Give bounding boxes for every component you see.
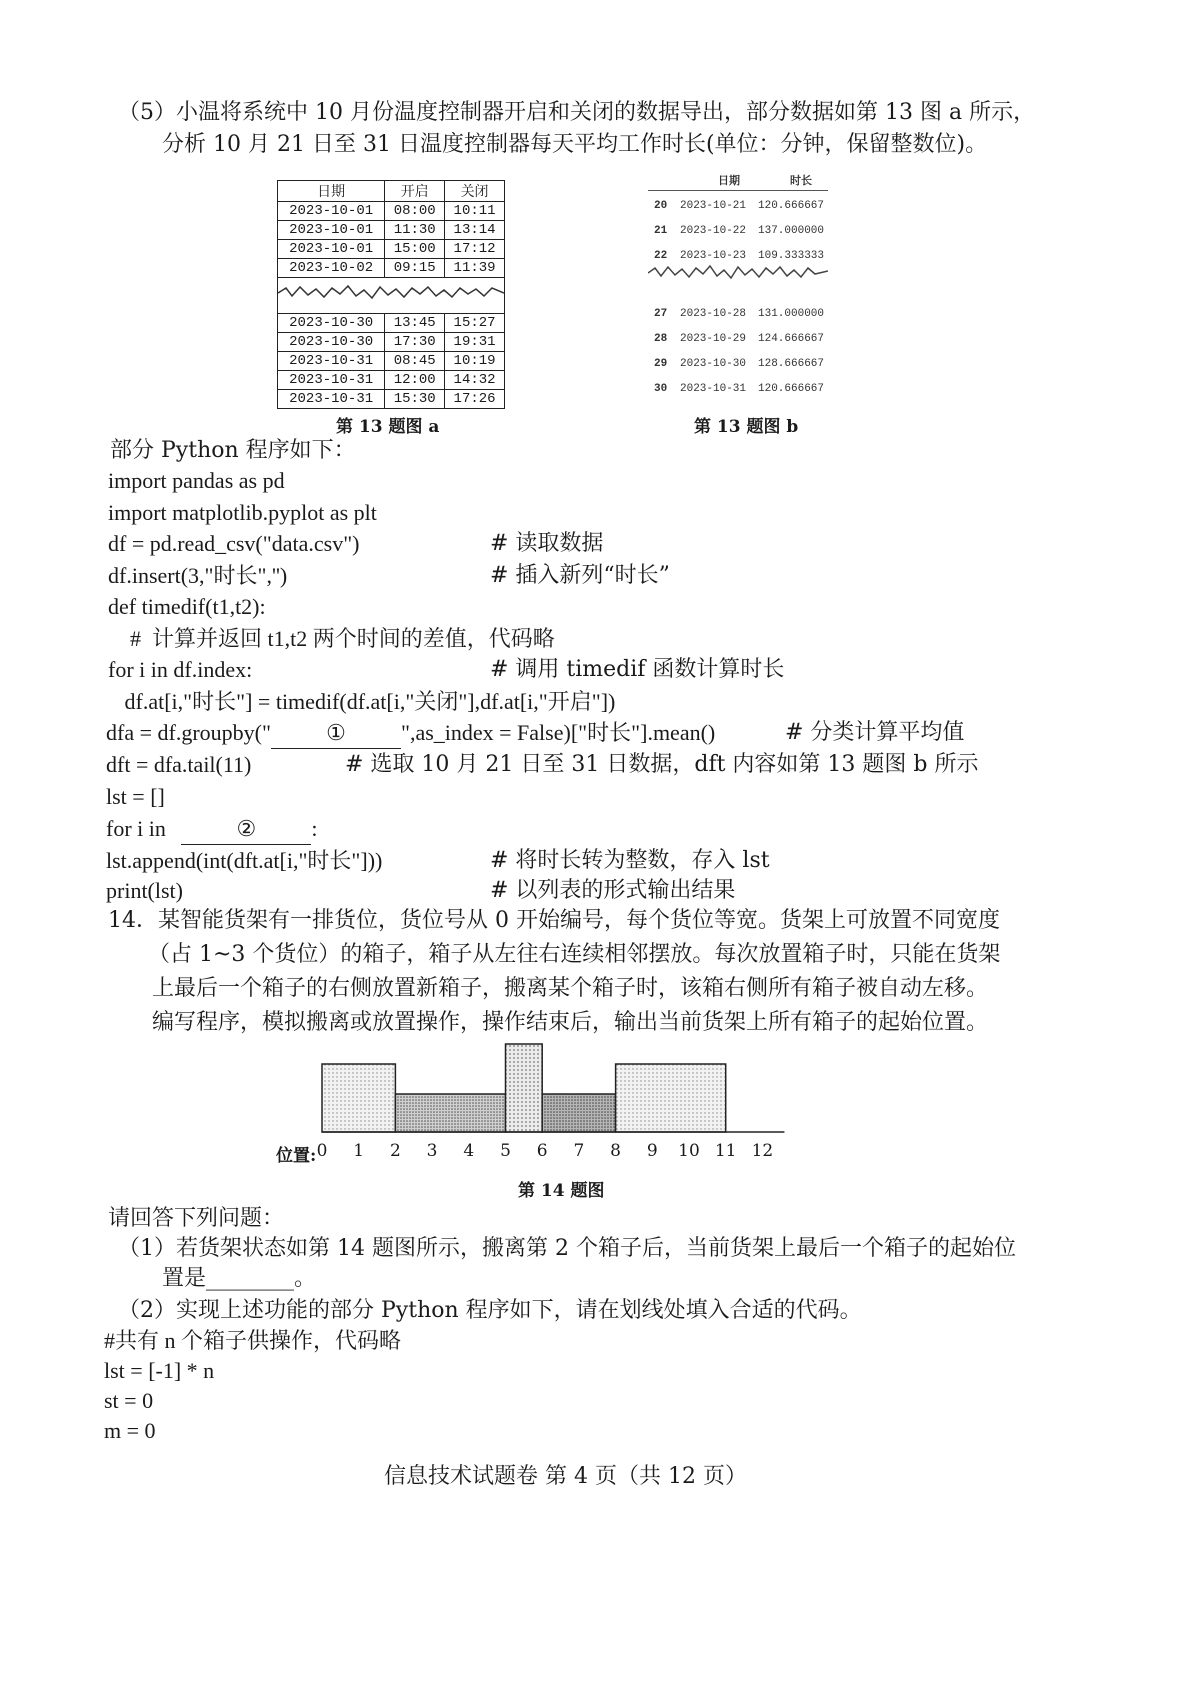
header-date: 日期 [278,181,385,202]
shelf-tick-label: 6 [536,1141,548,1161]
figure-13b-caption: 第 13 题图 b [694,417,799,437]
shelf-tick-label: 7 [573,1141,585,1161]
code-line-tail: dft = dfa.tail(11) [106,752,252,777]
code-line: df = pd.read_csv("data.csv") [108,531,360,556]
q14-code-line: st = 0 [104,1388,154,1413]
df-row-duration: 137.000000 [758,225,825,237]
df-row-duration: 131.000000 [758,308,825,320]
shelf-tick-label: 2 [389,1141,401,1161]
code-line-groupby: dfa = df.groupby(" ① ",as_index = False)["时长"].mean() [106,718,715,749]
shelf-tick-label: 3 [426,1141,438,1161]
df-row-index: 27 [654,308,668,320]
code-comment-print: # 以列表的形式输出结果 [490,878,736,903]
q14-stem-line4: 编写程序，模拟搬离或放置操作，操作结束后，输出当前货架上所有箱子的起始位置。 [152,1010,989,1035]
header-open: 开启 [385,181,445,202]
code-line: # 计算并返回 t1,t2 两个时间的差值，代码略 [108,625,555,651]
q14-ask: 请回答下列问题： [108,1206,285,1231]
code-line-for: for i in ② : [106,814,318,845]
shelf-box-5 [616,1064,726,1132]
df-row-date: 2023-10-30 [680,358,747,370]
wavy-break-icon [278,278,504,308]
blank-2[interactable]: ② [181,814,311,845]
shelf-tick-label: 4 [463,1141,475,1161]
q14-part1-line1: （1）若货架状态如第 14 题图所示，搬离第 2 个箱子后，当前货架上最后一个箱子的起始位 [118,1236,1016,1261]
blank-1[interactable]: ① [271,718,401,749]
table-row: 2023-10-30 13:45 15:27 [278,314,505,333]
figure-14-shelf [280,1036,800,1136]
figure-13a-caption: 第 13 题图 a [336,417,440,437]
shelf-tick-label: 9 [646,1141,658,1161]
shelf-box-1 [322,1064,395,1132]
code-comment-groupby: # 分类计算平均值 [785,720,965,745]
code-comment: # 读取数据 [490,531,604,556]
page-footer: 信息技术试题卷 第 4 页（共 12 页） [384,1464,747,1489]
table-row: 2023-10-31 08:45 10:19 [278,352,505,371]
shelf-box-4 [542,1094,615,1132]
shelf-tick-label: 11 [714,1141,737,1161]
shelf-box-2 [395,1094,505,1132]
shelf-tick-label: 8 [610,1141,622,1161]
figure-14-axis-label: 位置: [276,1146,317,1166]
code-comment-append: # 将时长转为整数，存入 lst [490,848,770,873]
program-intro: 部分 Python 程序如下： [110,438,356,463]
q14-part2: （2）实现上述功能的部分 Python 程序如下，请在划线处填入合适的代码。 [118,1298,862,1323]
table-row: 2023-10-31 12:00 14:32 [278,371,505,390]
shelf-box-3 [506,1044,543,1132]
table-row: 2023-10-31 15:30 17:26 [278,390,505,409]
df-row-index: 28 [654,333,668,345]
df-row-date: 2023-10-31 [680,383,747,395]
q14-stem-line2: （占 1~3 个货位）的箱子，箱子从左往右连续相邻摆放。每次放置箱子时，只能在货架 [148,942,1001,967]
shelf-tick-label: 12 [751,1141,774,1161]
code-comment: # 调用 timedif 函数计算时长 [490,657,785,682]
df-row-date: 2023-10-21 [680,200,747,212]
df-row-index: 30 [654,383,668,395]
table-break [278,278,505,314]
df-row-duration: 128.666667 [758,358,825,370]
q13-sub5-line2: 分析 10 月 21 日至 31 日温度控制器每天平均工作时长(单位：分钟，保留整数位)。 [162,132,988,157]
df-row-duration: 124.666667 [758,333,825,345]
header-duration: 时长 [790,176,812,188]
figure-13a-table [277,180,505,409]
q14-code-line: #共有 n 个箱子供操作，代码略 [104,1328,402,1353]
df-row-index: 22 [654,250,668,262]
shelf-tick-label: 5 [500,1141,511,1161]
code-line: for i in df.index: [108,657,253,682]
code-line: def timedif(t1,t2): [108,594,266,619]
q14-code-line: lst = [-1] * n [104,1358,215,1383]
code-line-print: print(lst) [106,878,183,903]
figure-14-caption: 第 14 题图 [518,1181,605,1201]
figure-13b-dataframe [648,168,828,396]
df-row-duration: 120.666667 [758,383,825,395]
df-row-duration: 109.333333 [758,250,825,262]
table-row: 2023-10-30 17:30 19:31 [278,333,505,352]
code-comment: # 插入新列“时长” [490,562,670,588]
header-date: 日期 [718,176,740,188]
code-line-append: lst.append(int(dft.at[i,"时长"])) [106,848,383,873]
code-line: import matplotlib.pyplot as plt [108,499,377,525]
df-row-date: 2023-10-23 [680,250,747,262]
code-comment-tail: # 选取 10 月 21 日至 31 日数据，dft 内容如第 13 题图 b 所示 [345,752,979,777]
table-row: 2023-10-01 08:00 10:11 [278,202,505,221]
q14-part1-line2: 置是________。 [162,1266,317,1291]
header-divider [648,190,828,191]
table-row: 2023-10-01 15:00 17:12 [278,240,505,259]
df-row-date: 2023-10-29 [680,333,747,345]
shelf-tick-label: 1 [353,1141,365,1161]
code-line: df.at[i,"时长"] = timedif(df.at[i,"关闭"],df.at[i,"开启"]) [108,688,616,714]
q14-code-line: m = 0 [104,1418,156,1443]
code-line: import pandas as pd [108,468,285,493]
code-line-lst: lst = [] [106,784,165,809]
df-row-date: 2023-10-28 [680,308,747,320]
code-line: df.insert(3,"时长",'') [108,562,288,588]
table-row: 2023-10-02 09:15 11:39 [278,259,505,278]
header-close: 关闭 [445,181,505,202]
table-row: 2023-10-01 11:30 13:14 [278,221,505,240]
shelf-tick-label: 0 [316,1141,328,1161]
q14-stem-line1: 14．某智能货架有一排货位，货位号从 0 开始编号，每个货位等宽。货架上可放置不同宽度 [108,908,1000,933]
shelf-tick-label: 10 [678,1141,700,1161]
df-row-index: 21 [654,225,668,237]
df-row-index: 29 [654,358,668,370]
df-row-duration: 120.666667 [758,200,825,212]
q14-stem-line3: 上最后一个箱子的右侧放置新箱子，搬离某个箱子时，该箱右侧所有箱子被自动左移。 [152,976,989,1001]
q13-sub5-line1: （5）小温将系统中 10 月份温度控制器开启和关闭的数据导出，部分数据如第 13 图 a 所示， [118,100,1036,125]
df-row-index: 20 [654,200,668,212]
wavy-break-icon [648,262,828,284]
df-row-date: 2023-10-22 [680,225,747,237]
